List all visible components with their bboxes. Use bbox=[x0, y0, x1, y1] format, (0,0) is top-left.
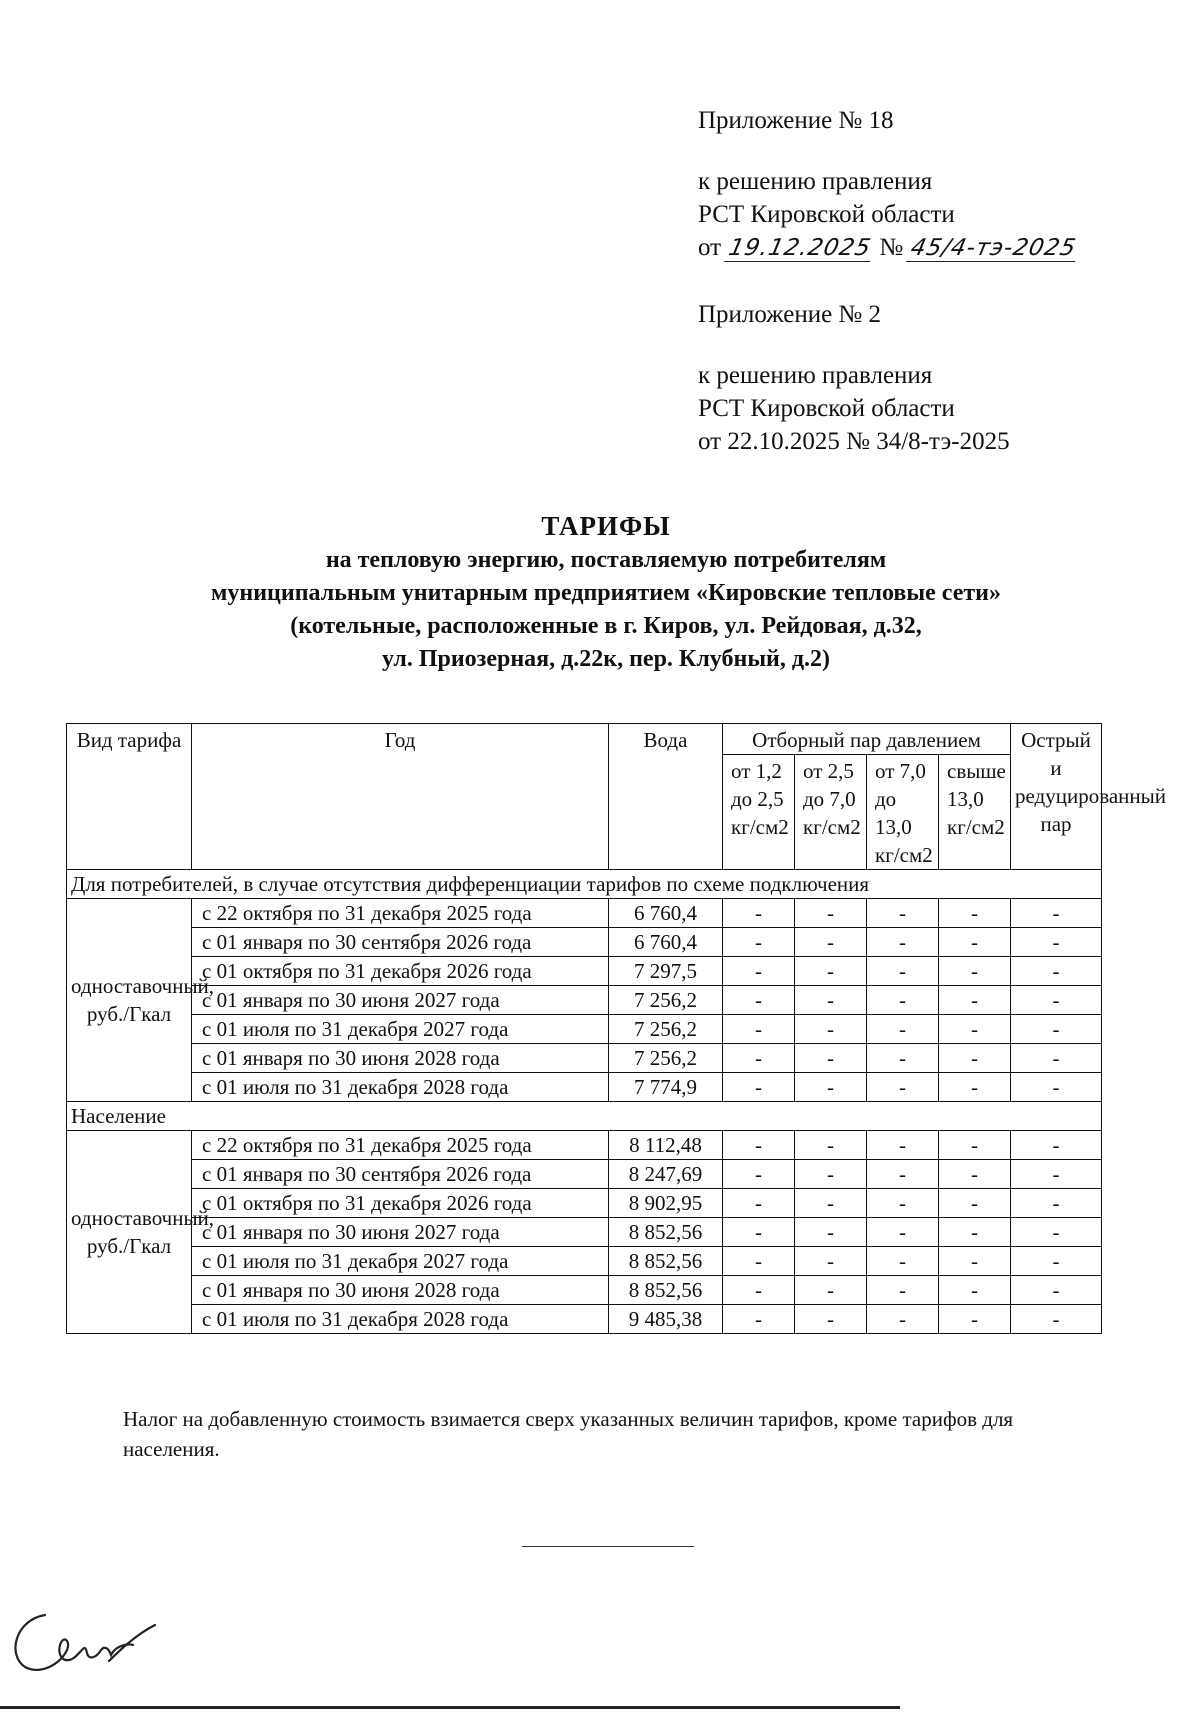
table-row bbox=[67, 1131, 1102, 1160]
period-cell: с 01 января по 30 июня 2027 года bbox=[192, 986, 609, 1015]
period-cell: с 01 октября по 31 декабря 2026 года bbox=[192, 957, 609, 986]
steam-2-cell: - bbox=[795, 986, 867, 1015]
water-value-cell: 8 247,69 bbox=[609, 1160, 723, 1189]
period-cell: с 01 июля по 31 декабря 2027 года bbox=[192, 1015, 609, 1044]
table-row bbox=[67, 1218, 1102, 1247]
water-value-cell: 9 485,38 bbox=[609, 1305, 723, 1334]
steam-1-cell: - bbox=[723, 928, 795, 957]
period-cell: с 01 января по 30 июня 2028 года bbox=[192, 1276, 609, 1305]
period-cell: с 22 октября по 31 декабря 2025 года bbox=[192, 899, 609, 928]
section-1-rows bbox=[67, 899, 1102, 1102]
steam-4-cell: - bbox=[939, 1189, 1011, 1218]
water-value-cell: 6 760,4 bbox=[609, 899, 723, 928]
steam-3-cell: - bbox=[867, 1247, 939, 1276]
header-tariff-type: Вид тарифа bbox=[67, 724, 192, 870]
steam-2-cell: - bbox=[795, 1305, 867, 1334]
vat-note: Налог на добавленную стоимость взимается сверх указанных величин тарифов, кроме тарифов для населения. bbox=[123, 1407, 1014, 1461]
steam-3-cell: - bbox=[867, 1218, 939, 1247]
section-2-label: Население bbox=[67, 1102, 1102, 1131]
sharp-steam-cell: - bbox=[1011, 1131, 1102, 1160]
sharp-steam-cell: - bbox=[1011, 1189, 1102, 1218]
steam-3-cell: - bbox=[867, 1160, 939, 1189]
appendix-18-block bbox=[698, 104, 1078, 264]
steam-3-cell: - bbox=[867, 1276, 939, 1305]
sharp-steam-cell: - bbox=[1011, 1073, 1102, 1102]
steam-2-cell: - bbox=[795, 1218, 867, 1247]
sharp-steam-cell: - bbox=[1011, 928, 1102, 957]
steam-3-cell: - bbox=[867, 899, 939, 928]
title-line-3: (котельные, расположенные в г. Киров, ул. Рейдовая, д.32, bbox=[290, 613, 922, 639]
appendix-18-decision-line bbox=[698, 231, 1078, 264]
steam-2-cell: - bbox=[795, 1247, 867, 1276]
steam-3-cell: - bbox=[867, 1131, 939, 1160]
water-value-cell: 7 297,5 bbox=[609, 957, 723, 986]
steam-1-cell: - bbox=[723, 1218, 795, 1247]
tariff-type-cell: одноставочный, руб./Гкал bbox=[67, 899, 192, 1102]
table-row bbox=[67, 986, 1102, 1015]
steam-2-cell: - bbox=[795, 899, 867, 928]
steam-4-cell: - bbox=[939, 1276, 1011, 1305]
table-row bbox=[67, 1189, 1102, 1218]
sharp-steam-cell: - bbox=[1011, 1276, 1102, 1305]
appendix-18-from: от bbox=[698, 234, 722, 261]
steam-2-cell: - bbox=[795, 1073, 867, 1102]
water-value-cell: 7 256,2 bbox=[609, 1044, 723, 1073]
steam-1-cell: - bbox=[723, 1189, 795, 1218]
steam-1-cell: - bbox=[723, 986, 795, 1015]
appendix-18-num-sign: № bbox=[879, 234, 904, 261]
water-value-cell: 7 256,2 bbox=[609, 1015, 723, 1044]
steam-1-cell: - bbox=[723, 1247, 795, 1276]
table-row bbox=[67, 1305, 1102, 1334]
title-line-1: на тепловую энергию, поставляемую потребителям bbox=[325, 547, 887, 573]
steam-1-cell: - bbox=[723, 957, 795, 986]
title-main: ТАРИФЫ bbox=[541, 511, 671, 541]
steam-4-cell: - bbox=[939, 957, 1011, 986]
steam-2-cell: - bbox=[795, 957, 867, 986]
sharp-steam-cell: - bbox=[1011, 986, 1102, 1015]
table-row bbox=[67, 928, 1102, 957]
header-water: Вода bbox=[609, 724, 723, 870]
steam-4-cell: - bbox=[939, 1218, 1011, 1247]
tariff-table bbox=[66, 723, 1167, 1334]
period-cell: с 01 января по 30 июня 2027 года bbox=[192, 1218, 609, 1247]
sharp-steam-cell: - bbox=[1011, 1160, 1102, 1189]
steam-4-cell: - bbox=[939, 1073, 1011, 1102]
steam-3-cell: - bbox=[867, 957, 939, 986]
signature-scribble bbox=[5, 1595, 165, 1695]
section-2-header-row bbox=[67, 1102, 1102, 1131]
table-row bbox=[67, 1044, 1102, 1073]
appendix-2-line1: к решению правления bbox=[698, 362, 933, 389]
water-value-cell: 8 852,56 bbox=[609, 1276, 723, 1305]
header-steam-group: Отборный пар давлением bbox=[723, 724, 1011, 755]
table-row bbox=[67, 1015, 1102, 1044]
table-row bbox=[67, 957, 1102, 986]
end-divider bbox=[522, 1546, 694, 1547]
appendix-18-line1: к решению правления bbox=[698, 168, 933, 195]
water-value-cell: 8 112,48 bbox=[609, 1131, 723, 1160]
period-cell: с 01 июля по 31 декабря 2028 года bbox=[192, 1073, 609, 1102]
table-row bbox=[67, 1073, 1102, 1102]
period-cell: с 22 октября по 31 декабря 2025 года bbox=[192, 1131, 609, 1160]
sharp-steam-cell: - bbox=[1011, 1015, 1102, 1044]
steam-1-cell: - bbox=[723, 1276, 795, 1305]
header-year: Год bbox=[192, 724, 609, 870]
steam-1-cell: - bbox=[723, 1160, 795, 1189]
appendix-18-title: Приложение № 18 bbox=[698, 107, 894, 134]
steam-3-cell: - bbox=[867, 928, 939, 957]
steam-4-cell: - bbox=[939, 1305, 1011, 1334]
steam-4-cell: - bbox=[939, 1131, 1011, 1160]
water-value-cell: 7 256,2 bbox=[609, 986, 723, 1015]
steam-3-cell: - bbox=[867, 986, 939, 1015]
sharp-steam-cell: - bbox=[1011, 957, 1102, 986]
title-line-2: муниципальным унитарным предприятием «Кировские тепловые сети» bbox=[211, 580, 1001, 606]
water-value-cell: 6 760,4 bbox=[609, 928, 723, 957]
header-steam-3: от 7,0 до 13,0 кг/см2 bbox=[867, 755, 939, 870]
water-value-cell: 8 902,95 bbox=[609, 1189, 723, 1218]
header-steam-2: от 2,5 до 7,0 кг/см2 bbox=[795, 755, 867, 870]
sharp-steam-cell: - bbox=[1011, 1247, 1102, 1276]
appendix-18-line2: РСТ Кировской области bbox=[698, 201, 955, 228]
appendix-2-line2: РСТ Кировской области bbox=[698, 395, 955, 422]
steam-4-cell: - bbox=[939, 1247, 1011, 1276]
table-row bbox=[67, 1247, 1102, 1276]
steam-4-cell: - bbox=[939, 928, 1011, 957]
section-2-rows bbox=[67, 1131, 1102, 1334]
steam-1-cell: - bbox=[723, 1073, 795, 1102]
steam-4-cell: - bbox=[939, 986, 1011, 1015]
water-value-cell: 7 774,9 bbox=[609, 1073, 723, 1102]
period-cell: с 01 января по 30 сентября 2026 года bbox=[192, 928, 609, 957]
bottom-rule bbox=[0, 1706, 900, 1709]
section-1-label: Для потребителей, в случае отсутствия дифференциации тарифов по схеме подключения bbox=[67, 870, 1102, 899]
steam-3-cell: - bbox=[867, 1044, 939, 1073]
steam-1-cell: - bbox=[723, 1131, 795, 1160]
header-steam-1: от 1,2 до 2,5 кг/см2 bbox=[723, 755, 795, 870]
sharp-steam-cell: - bbox=[1011, 1305, 1102, 1334]
tariff-type-cell: одноставочный, руб./Гкал bbox=[67, 1131, 192, 1334]
appendix-2-title: Приложение № 2 bbox=[698, 301, 882, 328]
document-title bbox=[0, 508, 1200, 676]
period-cell: с 01 июля по 31 декабря 2027 года bbox=[192, 1247, 609, 1276]
steam-1-cell: - bbox=[723, 1044, 795, 1073]
period-cell: с 01 июля по 31 декабря 2028 года bbox=[192, 1305, 609, 1334]
steam-2-cell: - bbox=[795, 928, 867, 957]
appendix-2-line3: от 22.10.2025 № 34/8-тэ-2025 bbox=[698, 428, 1010, 455]
handwritten-number: 45/4-тэ-2025 bbox=[907, 235, 1082, 262]
table-row bbox=[67, 1276, 1102, 1305]
steam-2-cell: - bbox=[795, 1015, 867, 1044]
sharp-steam-cell: - bbox=[1011, 899, 1102, 928]
steam-4-cell: - bbox=[939, 899, 1011, 928]
steam-3-cell: - bbox=[867, 1073, 939, 1102]
steam-1-cell: - bbox=[723, 899, 795, 928]
steam-1-cell: - bbox=[723, 1015, 795, 1044]
steam-2-cell: - bbox=[795, 1131, 867, 1160]
steam-2-cell: - bbox=[795, 1160, 867, 1189]
steam-3-cell: - bbox=[867, 1015, 939, 1044]
steam-4-cell: - bbox=[939, 1015, 1011, 1044]
period-cell: с 01 января по 30 июня 2028 года bbox=[192, 1044, 609, 1073]
section-1-header-row bbox=[67, 870, 1102, 899]
handwritten-date: 19.12.2025 bbox=[724, 235, 875, 262]
header-sharp-steam: Острый и редуцированный пар bbox=[1011, 724, 1102, 870]
steam-3-cell: - bbox=[867, 1189, 939, 1218]
period-cell: с 01 октября по 31 декабря 2026 года bbox=[192, 1189, 609, 1218]
steam-4-cell: - bbox=[939, 1044, 1011, 1073]
steam-1-cell: - bbox=[723, 1305, 795, 1334]
water-value-cell: 8 852,56 bbox=[609, 1247, 723, 1276]
steam-4-cell: - bbox=[939, 1160, 1011, 1189]
steam-2-cell: - bbox=[795, 1276, 867, 1305]
title-line-4: ул. Приозерная, д.22к, пер. Клубный, д.2) bbox=[381, 646, 831, 672]
table-row bbox=[67, 899, 1102, 928]
steam-3-cell: - bbox=[867, 1305, 939, 1334]
steam-2-cell: - bbox=[795, 1189, 867, 1218]
sharp-steam-cell: - bbox=[1011, 1044, 1102, 1073]
table-row bbox=[67, 1160, 1102, 1189]
water-value-cell: 8 852,56 bbox=[609, 1218, 723, 1247]
sharp-steam-cell: - bbox=[1011, 1218, 1102, 1247]
header-steam-4: свыше 13,0 кг/см2 bbox=[939, 755, 1011, 870]
appendix-2-block bbox=[698, 298, 1010, 458]
period-cell: с 01 января по 30 сентября 2026 года bbox=[192, 1160, 609, 1189]
steam-2-cell: - bbox=[795, 1044, 867, 1073]
